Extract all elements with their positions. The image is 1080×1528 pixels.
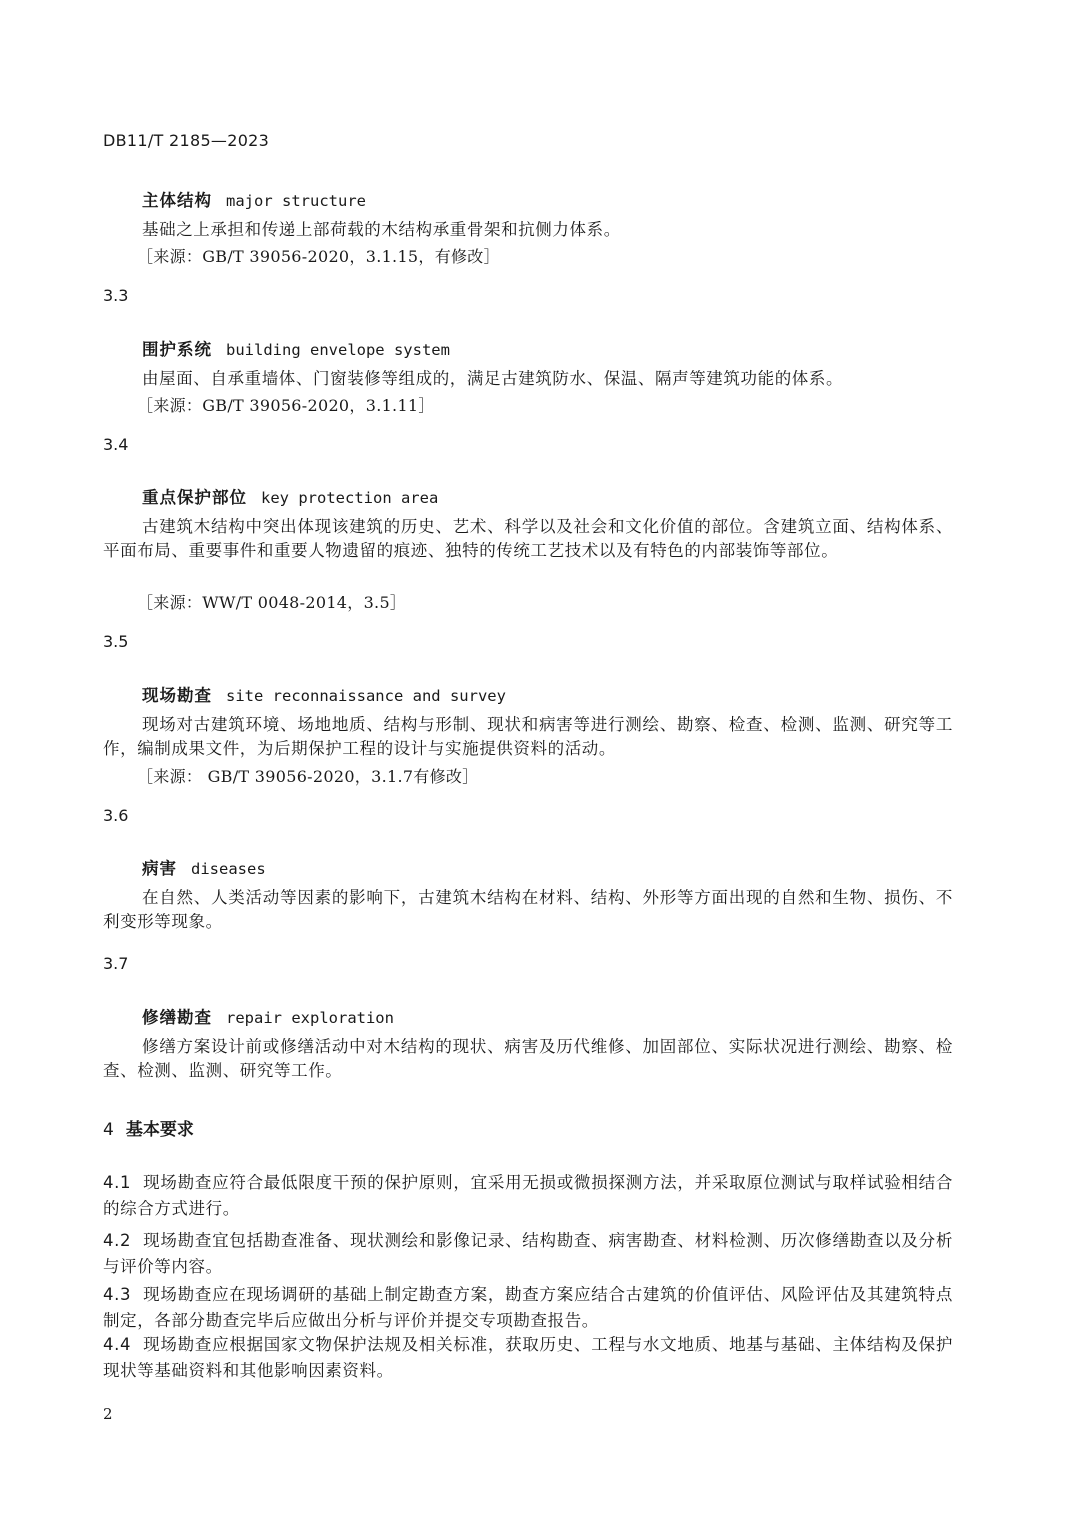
- term-definition: 在自然、人类活动等因素的影响下，古建筑木结构在材料、结构、外形等方面出现的自然和生物、损伤、不利变形等现象。: [103, 888, 953, 931]
- term-english: repair exploration: [226, 1009, 394, 1027]
- requirement-number: 4.1: [103, 1173, 132, 1192]
- requirement-text: 现场勘查应符合最低限度干预的保护原则，宜采用无损或微损探测方法，并采取原位测试与取样试验相结合的综合方式进行。: [103, 1173, 953, 1218]
- term-heading: [142, 1004, 394, 1028]
- clause-number: 3.6: [103, 806, 129, 825]
- term-english: site reconnaissance and survey: [226, 687, 506, 705]
- term-source: ［来源： GB/T 39056-2020，3.1.7有修改］: [137, 767, 479, 786]
- requirement-item: [103, 1332, 953, 1384]
- term-heading: [142, 336, 450, 360]
- requirement-item: [103, 1282, 953, 1334]
- term-chinese: 现场勘查: [142, 686, 212, 705]
- term-english: building envelope system: [226, 341, 450, 359]
- term-definition: 古建筑木结构中突出体现该建筑的历史、艺术、科学以及社会和文化价值的部位。含建筑立面、结构体系、平面布局、重要事件和重要人物遗留的痕迹、独特的传统工艺技术以及有特色的内部装饰等部位。: [103, 517, 953, 560]
- term-english: key protection area: [261, 489, 439, 507]
- term-definition: 修缮方案设计前或修缮活动中对木结构的现状、病害及历代维修、加固部位、实际状况进行测绘、勘察、检查、检测、监测、研究等工作。: [103, 1037, 953, 1080]
- term-heading: [142, 855, 266, 879]
- term-definition: 由屋面、自承重墙体、门窗装修等组成的，满足古建筑防水、保温、隔声等建筑功能的体系。: [142, 369, 844, 388]
- requirement-text: 现场勘查宜包括勘查准备、现状测绘和影像记录、结构勘查、病害勘查、材料检测、历次修缮勘查以及分析与评价等内容。: [103, 1231, 953, 1276]
- clause-number: 3.3: [103, 286, 129, 305]
- requirement-text: 现场勘查应根据国家文物保护法规及相关标准，获取历史、工程与水文地质、地基与基础、主体结构及保护现状等基础资料和其他影响因素资料。: [103, 1335, 953, 1380]
- document-code-header: DB11/T 2185—2023: [103, 131, 270, 150]
- term-chinese: 围护系统: [142, 340, 212, 359]
- term-chinese: 主体结构: [142, 191, 212, 210]
- term-english: diseases: [191, 860, 266, 878]
- term-definition: 现场对古建筑环境、场地地质、结构与形制、现状和病害等进行测绘、勘察、检查、检测、监测、研究等工作，编制成果文件，为后期保护工程的设计与实施提供资料的活动。: [103, 715, 953, 758]
- clause-number: 3.4: [103, 435, 129, 454]
- requirement-text: 现场勘查应在现场调研的基础上制定勘查方案，勘查方案应结合古建筑的价值评估、风险评估及其建筑特点制定，各部分勘查完毕后应做出分析与评价并提交专项勘查报告。: [103, 1285, 953, 1330]
- requirement-number: 4.3: [103, 1285, 132, 1304]
- section-title: 基本要求: [125, 1120, 194, 1140]
- term-heading: [142, 484, 438, 508]
- term-chinese: 病害: [142, 859, 177, 878]
- term-definition: 基础之上承担和传递上部荷载的木结构承重骨架和抗侧力体系。: [142, 220, 621, 239]
- requirement-number: 4.4: [103, 1335, 132, 1354]
- term-english: major structure: [226, 192, 366, 210]
- term-heading: [142, 187, 366, 211]
- term-heading: [142, 682, 506, 706]
- requirement-item: [103, 1228, 953, 1280]
- section-heading: [103, 1115, 194, 1140]
- requirement-item: [103, 1170, 953, 1222]
- requirement-number: 4.2: [103, 1231, 132, 1250]
- term-source: ［来源：WW/T 0048-2014，3.5］: [137, 593, 407, 612]
- page-number: 2: [103, 1405, 113, 1423]
- section-number: 4: [103, 1120, 114, 1140]
- term-source: ［来源：GB/T 39056-2020，3.1.11］: [137, 396, 435, 415]
- clause-number: 3.5: [103, 632, 129, 651]
- term-source: ［来源：GB/T 39056-2020，3.1.15，有修改］: [137, 247, 500, 266]
- term-chinese: 修缮勘查: [142, 1008, 212, 1027]
- term-chinese: 重点保护部位: [142, 488, 247, 507]
- clause-number: 3.7: [103, 954, 129, 973]
